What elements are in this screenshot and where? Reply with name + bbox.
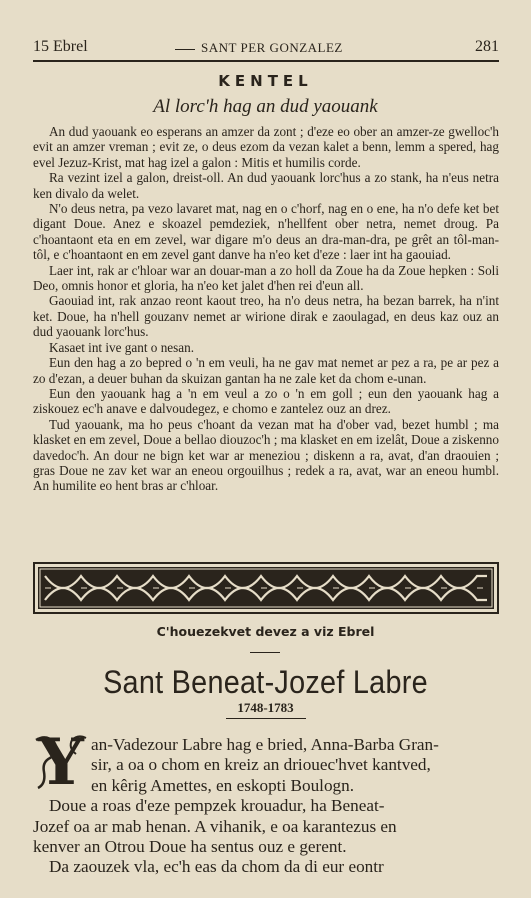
paragraph: Eun den yaouank hag a 'n em veul a zo o 'n em goll ; eun den yaouank hag a ziskouez ec'h anave e dalvoudegez, e chomo e zantelez ouz an drez. [33,385,499,417]
saint-biography [33,735,499,878]
saint-title: Sant Beneat-Jozef Labre [103,664,428,700]
bio-line: an-Vadezour Labre hag e bried, Anna-Barba Gran- [91,735,439,754]
bio-line: en kêrig Amettes, en eskopti Boulogn. [91,775,355,795]
article-body [33,124,499,494]
paragraph: Gaouiad int, rak anzao reont kaout treo, ha n'o deus netra, ha bezan barrek, ha n'int ket. Doue, ha n'hell gouzanv nemet ar wirione dirak e zaoulagad, en deus kaz ouz an dud yaouank lorc'hus. [33,293,499,340]
celtic-knot-ornament [33,562,499,614]
paragraph: An dud yaouank eo esperans an amzer da zont ; d'eze eo ober an amzer-ze gwelloc'h evit an amzer vreman ; evit ze, o deus ezom da vezan kalet a benn, lemm a spered, hag evel Jezuz-Krist, mat hag izel a galon : Mitis et humilis corde. [33,124,499,170]
bio-line: sir, a oa o chom en kreiz an drioueс'hvet kantved, [91,755,431,775]
paragraph: Eun den hag a zo bepred o 'n em veuli, ha ne gav mat nemet ar pez a ra, pe ar pez a zo d'ezan, a deuer buhan da skuizan gantan ha ne zale ket da chom e-unan. [33,355,499,386]
divider [226,718,306,719]
divider [250,652,280,653]
drop-cap-letter: Y [38,725,84,800]
page-number: 281 [475,38,499,55]
paragraph: N'o deus netra, pa vezo lavaret mat, nag en o c'horf, nag en o ene, ha n'o defe ket bet digant Doue. Anez e skoazel pemdeziek, n'hellfent ober netra, nemet droug. Pa c'hoantaont eta en em zevel, war digare m'o deus an dra-man-dra, pe grêt an tôl-man-tôl, e c'hoantaont en em zevel gant danve ha n'eo ket d'eze : laer int ha gaouiad. [33,201,499,263]
paragraph: Kasaet int ive gant o nesan. [49,339,195,355]
header-date: 15 Ebrel [33,38,88,55]
day-caption: C'houezekvet devez a viz Ebrel [156,624,375,639]
running-header [33,38,499,58]
section-subtitle: Al lorc'h hag an dud yaouank [153,96,378,117]
paragraph: Tud yaouank, ma ho peus c'hoant da vezan mat ha d'ober vad, bezet humbl ; ma klasket en em zevel, Doue a bellao diouzoc'h ; ma klasket en em izelât, Doue a ziskenno davedoc'h. An dour ne bign ket war ar meneziou ; diskenn a ra, avat, d'an draouien ; gras Doue ne zav ket war an eneou orgouilhus ; redek a ra, avat, war an eneou humbl. An humilite eo hent bras ar c'hloar. [33,416,499,494]
saint-dates: 1748-1783 [237,700,294,715]
bio-line: Jozef oa ar mab henan. A vihanik, e oa karantezus en [33,816,397,836]
paragraph: Laer int, rak ar c'hloar war an douar-man a zo holl da Zoue ha da Zoue hepken : Soli Deo, omnis honor et gloria, ha n'eo ket jalet d'hen rei d'eun all. [33,262,499,294]
paragraph: Ra vezint izel a galon, dreist-oll. An dud yaouank lorc'hus a zo stank, ha n'eus netra ken divalo da welet. [33,170,499,201]
header-rule [33,60,499,62]
bio-line: Doue a roas d'eze pempzek krouadur, ha Beneat- [49,796,385,816]
bio-line: Da zaouzek vla, ec'h eas da chom da di eur eontr [49,857,384,877]
header-title: SANT PER GONZALEZ [201,40,343,55]
section-title: KENTEL [218,72,313,90]
bio-line: kenver an Otrou Doue ha sentus ouz e gerent. [33,837,347,857]
